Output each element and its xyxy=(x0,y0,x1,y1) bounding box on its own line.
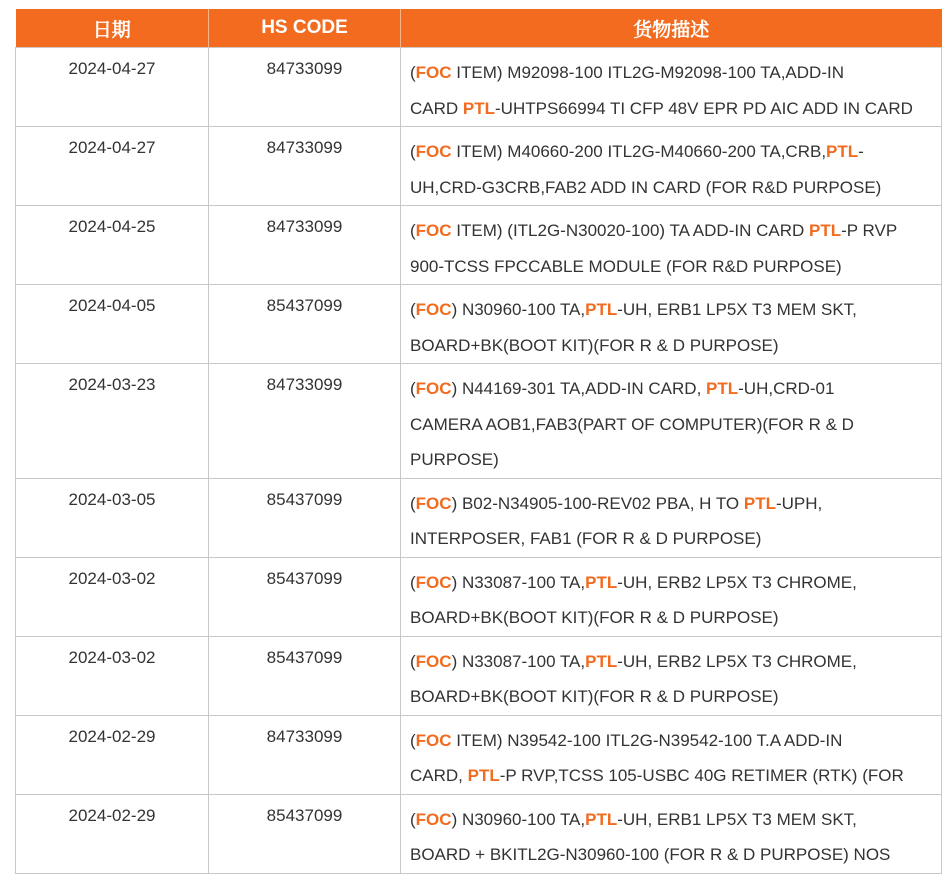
highlight-keyword: PTL xyxy=(826,142,859,161)
description-line xyxy=(410,249,937,285)
description-text: ( xyxy=(410,493,416,513)
description-line xyxy=(410,837,937,873)
cell-date: 2024-03-05 xyxy=(16,478,209,557)
highlight-keyword: FOC xyxy=(415,300,452,319)
cell-hs-code: 85437099 xyxy=(209,557,401,636)
description-text: PURPOSE) xyxy=(410,450,499,469)
description-text: ( xyxy=(410,651,416,671)
highlight-keyword: FOC xyxy=(415,142,452,161)
description-text: ( xyxy=(410,63,416,82)
highlight-keyword: PTL xyxy=(808,221,842,240)
description-text: CARD xyxy=(410,98,463,118)
cell-description xyxy=(401,794,942,873)
description-line xyxy=(410,486,937,522)
cell-date: 2024-04-05 xyxy=(16,285,209,364)
cell-description xyxy=(401,636,942,715)
description-line xyxy=(410,407,937,443)
cell-hs-code: 85437099 xyxy=(209,478,401,557)
shipment-table xyxy=(15,9,942,874)
cell-description xyxy=(401,557,942,636)
table-row xyxy=(16,478,942,557)
table-row xyxy=(16,636,942,715)
cell-date: 2024-03-23 xyxy=(16,364,209,479)
description-text: -P RVP xyxy=(841,221,898,240)
highlight-keyword: PTL xyxy=(743,493,776,513)
cell-date: 2024-04-25 xyxy=(16,206,209,285)
highlight-keyword: PTL xyxy=(462,98,496,118)
table-row xyxy=(16,285,942,364)
cell-description xyxy=(401,715,942,794)
description-text: ) B02-N34905-100-REV02 PBA, H TO xyxy=(451,493,744,513)
description-text: ITEM) M92098-100 ITL2G-M92098-100 TA,ADD-IN xyxy=(451,63,844,82)
description-text: -UH, ERB1 LP5X T3 MEM SKT, xyxy=(617,809,857,829)
cell-description xyxy=(401,285,942,364)
cell-date: 2024-02-29 xyxy=(16,794,209,873)
table-row xyxy=(16,557,942,636)
description-line xyxy=(410,371,937,407)
highlight-keyword: FOC xyxy=(415,63,452,82)
description-text: ( xyxy=(410,809,416,829)
cell-date: 2024-02-29 xyxy=(16,715,209,794)
highlight-keyword: PTL xyxy=(585,300,618,319)
description-line xyxy=(410,644,937,680)
cell-description xyxy=(401,206,942,285)
header-date: 日期 xyxy=(16,9,209,48)
description-line xyxy=(410,328,937,364)
description-text: -UH, ERB2 LP5X T3 CHROME, xyxy=(617,651,857,671)
highlight-keyword: PTL xyxy=(585,809,618,829)
description-text: ) N30960-100 TA, xyxy=(451,300,586,319)
highlight-keyword: FOC xyxy=(415,651,452,671)
description-line xyxy=(410,521,937,557)
highlight-keyword: PTL xyxy=(467,766,500,785)
description-line xyxy=(410,600,937,636)
highlight-keyword: FOC xyxy=(415,572,452,592)
page xyxy=(0,9,941,864)
cell-date: 2024-03-02 xyxy=(16,557,209,636)
description-text: ) N33087-100 TA, xyxy=(451,572,586,592)
table-row xyxy=(16,48,942,127)
highlight-keyword: PTL xyxy=(585,572,618,592)
header-row xyxy=(16,9,942,48)
description-text: -UH, ERB1 LP5X T3 MEM SKT, xyxy=(617,300,857,319)
highlight-keyword: FOC xyxy=(415,221,452,240)
description-text: UH,CRD-G3CRB,FAB2 ADD IN CARD (FOR R&D PURPOSE) xyxy=(410,177,882,197)
description-text: -UPH, xyxy=(775,493,823,513)
description-line xyxy=(410,55,937,91)
description-line xyxy=(410,442,937,478)
cell-description xyxy=(401,48,942,127)
highlight-keyword: PTL xyxy=(706,379,739,398)
description-text: BOARD + BKITL2G-N30960-100 (FOR R & D PURPOSE) NOS xyxy=(410,845,891,864)
cell-date: 2024-04-27 xyxy=(16,48,209,127)
table-row xyxy=(16,794,942,873)
description-line xyxy=(410,170,937,206)
description-line xyxy=(410,565,937,601)
table-body xyxy=(16,48,942,874)
description-text: ( xyxy=(410,221,416,240)
table-row xyxy=(16,206,942,285)
description-text: CARD, xyxy=(410,766,468,785)
cell-hs-code: 84733099 xyxy=(209,364,401,479)
description-line xyxy=(410,91,937,127)
cell-date: 2024-04-27 xyxy=(16,127,209,206)
description-text: CAMERA AOB1,FAB3(PART OF COMPUTER)(FOR R & D xyxy=(410,414,854,434)
description-text: 900-TCSS FPCCABLE MODULE (FOR R&D PURPOSE) xyxy=(410,256,842,276)
description-text: ( xyxy=(410,572,416,592)
table-row xyxy=(16,127,942,206)
cell-hs-code: 84733099 xyxy=(209,48,401,127)
description-text: BOARD+BK(BOOT KIT)(FOR R & D PURPOSE) xyxy=(410,335,779,355)
cell-description xyxy=(401,478,942,557)
highlight-keyword: PTL xyxy=(585,651,618,671)
description-text: ) N30960-100 TA, xyxy=(451,809,586,829)
description-line xyxy=(410,134,937,170)
cell-hs-code: 85437099 xyxy=(209,794,401,873)
description-text: BOARD+BK(BOOT KIT)(FOR R & D PURPOSE) xyxy=(410,687,779,706)
table-row xyxy=(16,715,942,794)
description-text: ( xyxy=(410,142,416,161)
description-text: ITEM) M40660-200 ITL2G-M40660-200 TA,CRB, xyxy=(451,142,827,161)
description-text: ) N33087-100 TA, xyxy=(451,651,586,671)
description-text: ( xyxy=(410,730,416,750)
description-text: INTERPOSER, FAB1 (FOR R & D PURPOSE) xyxy=(410,529,762,548)
description-text: -UH, ERB2 LP5X T3 CHROME, xyxy=(617,572,857,592)
description-line xyxy=(410,802,937,838)
description-line xyxy=(410,679,937,715)
table-row xyxy=(16,364,942,479)
description-line xyxy=(410,723,937,759)
description-text: ITEM) (ITL2G-N30020-100) TA ADD-IN CARD xyxy=(451,221,809,240)
description-text: -UHTPS66994 TI CFP 48V EPR PD AIC ADD IN CARD xyxy=(495,98,913,118)
description-text: BOARD+BK(BOOT KIT)(FOR R & D PURPOSE) xyxy=(410,608,779,627)
description-text: ( xyxy=(410,300,416,319)
cell-date: 2024-03-02 xyxy=(16,636,209,715)
description-text: -P RVP,TCSS 105-USBC 40G RETIMER (RTK) (FOR xyxy=(499,766,904,785)
description-text: -UH,CRD-01 xyxy=(738,379,835,398)
cell-hs-code: 84733099 xyxy=(209,206,401,285)
cell-description xyxy=(401,127,942,206)
highlight-keyword: FOC xyxy=(415,379,452,398)
highlight-keyword: FOC xyxy=(415,493,452,513)
description-line xyxy=(410,758,937,794)
description-line xyxy=(410,292,937,328)
cell-description xyxy=(401,364,942,479)
description-text: - xyxy=(858,142,864,161)
description-text: ( xyxy=(410,379,416,398)
highlight-keyword: FOC xyxy=(415,809,452,829)
cell-hs-code: 85437099 xyxy=(209,636,401,715)
highlight-keyword: FOC xyxy=(415,730,452,750)
description-text: ITEM) N39542-100 ITL2G-N39542-100 T.A ADD-IN xyxy=(451,730,843,750)
header-hs-code: HS CODE xyxy=(209,9,401,48)
cell-hs-code: 84733099 xyxy=(209,715,401,794)
description-text: ) N44169-301 TA,ADD-IN CARD, xyxy=(451,379,707,398)
cell-hs-code: 85437099 xyxy=(209,285,401,364)
header-description: 货物描述 xyxy=(401,9,942,48)
description-line xyxy=(410,213,937,249)
cell-hs-code: 84733099 xyxy=(209,127,401,206)
table-header xyxy=(16,9,942,48)
